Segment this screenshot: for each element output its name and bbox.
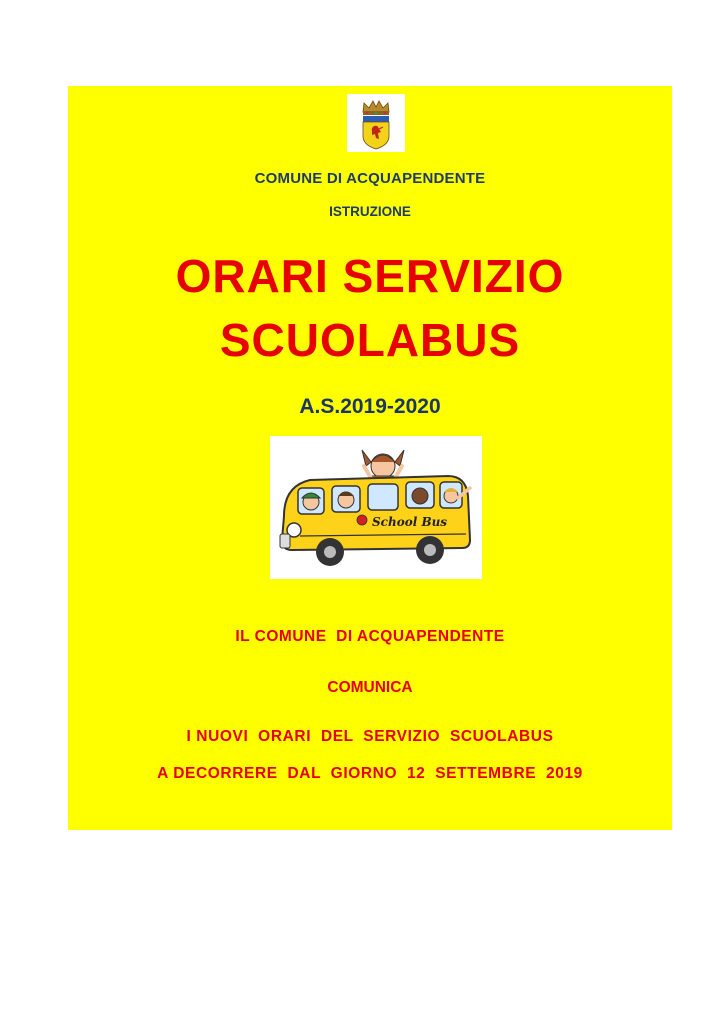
title-line-2: SCUOLABUS	[219, 314, 521, 366]
municipality-heading: COMUNE DI ACQUAPENDENTE	[254, 170, 486, 187]
department-heading: ISTRUZIONE	[329, 204, 411, 219]
school-bus-illustration	[270, 436, 482, 579]
announcement-line-2: COMUNICA	[327, 679, 413, 696]
school-year: A.S.2019-2020	[299, 395, 441, 418]
announcement-line-3: I NUOVI ORARI DEL SERVIZIO SCUOLABUS	[186, 728, 554, 745]
poster	[68, 86, 672, 830]
announcement-line-1: IL COMUNE DI ACQUAPENDENTE	[235, 628, 505, 645]
bus-sign-text: School Bus	[372, 515, 448, 529]
announcement-line-4: A DECORRERE DAL GIORNO 12 SETTEMBRE 2019	[157, 765, 583, 782]
title-line-1: ORARI SERVIZIO	[175, 250, 565, 302]
municipal-coat-of-arms-icon	[347, 94, 405, 152]
